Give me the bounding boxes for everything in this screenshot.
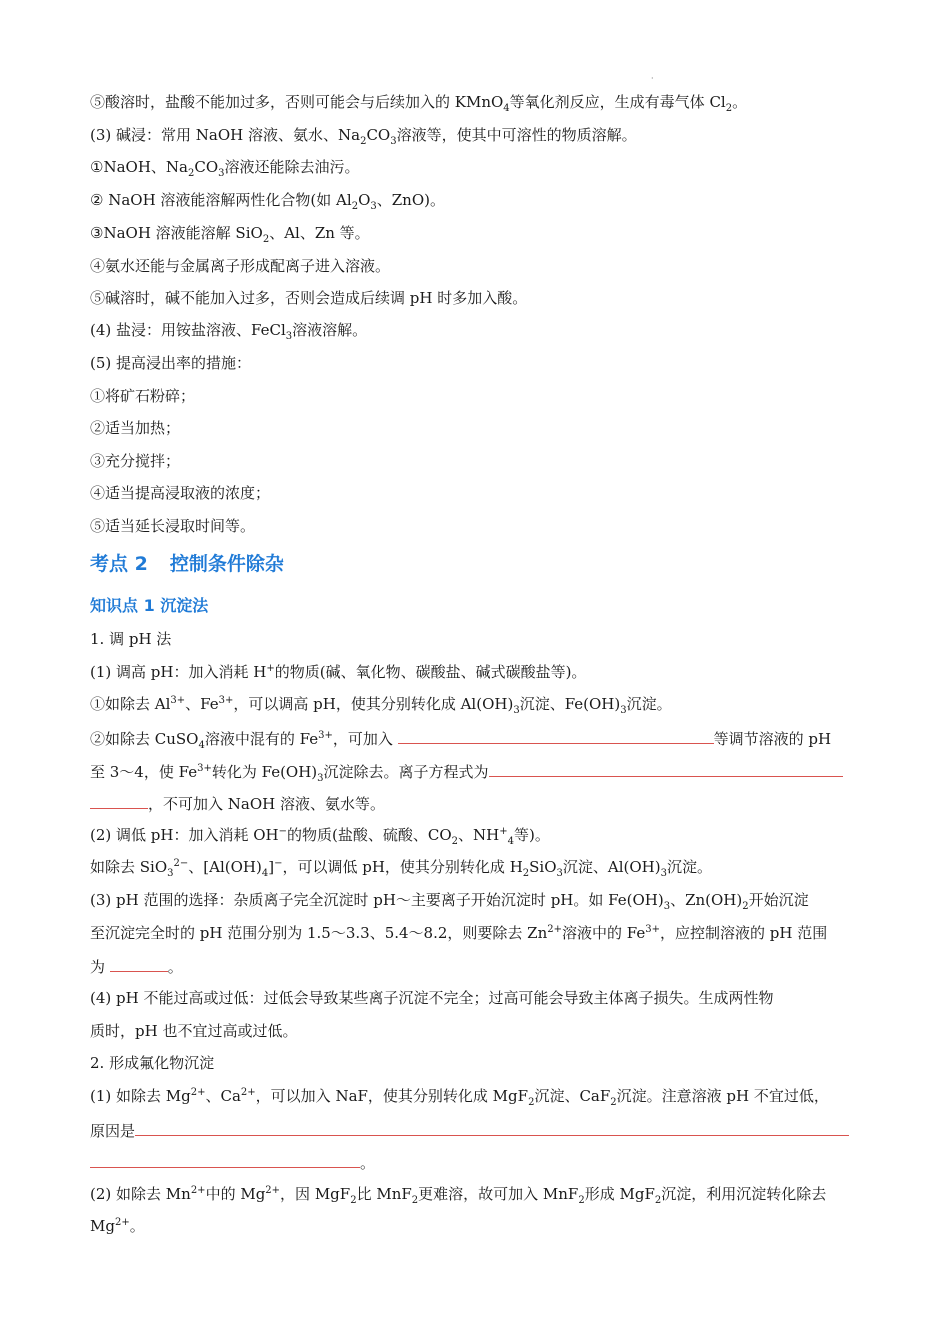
text-line: 至沉淀完全时的 pH 范围分别为 1.5～3.3、5.4～8.2，则要除去 $Zn^{2+}$溶液中的 $Fe^{3+}$，应控制溶液的 pH 范围: [90, 924, 828, 942]
text-line: ② NaOH 溶液能溶解两性化合物(如 $Al_2O_3$、ZnO)。: [90, 191, 445, 212]
section-heading: 考点 2 控制条件除杂: [90, 553, 284, 575]
text-line: 1. 调 pH 法: [90, 630, 172, 648]
text-line: (4) 盐浸：用铵盐溶液、FeCl$_3$溶液溶解。: [90, 321, 368, 342]
answer-blank[interactable]: [90, 1151, 360, 1168]
text-line: (3) 碱浸：常用 NaOH 溶液、氨水、$Na_2CO_3$溶液等，使其中可溶性的物质溶解。: [90, 126, 637, 147]
text-line: 2. 形成氟化物沉淀: [90, 1054, 215, 1072]
text-line: ①NaOH、$Na_2CO_3$溶液还能除去油污。: [90, 158, 360, 179]
text-line: (2) 如除去 $Mn^{2+}$中的 $Mg^{2+}$，因 MgF$_2$比 MnF$_2$更难溶，故可加入 MnF$_2$形成 MgF$_2$沉淀，利用沉淀转化除去: [90, 1185, 827, 1206]
page-mark: ·: [651, 74, 654, 83]
answer-blank[interactable]: [489, 760, 843, 777]
text-line: 为 。: [90, 955, 862, 977]
text-line: ①将矿石粉碎；: [90, 387, 196, 405]
text-line: (2) 调低 pH：加入消耗 OH−的物质(盐酸、硫酸、$CO_2$、$NH^+_4$等)。: [90, 826, 550, 847]
text-line: ，不可加入 NaOH 溶液、氨水等。: [90, 792, 862, 814]
answer-blank[interactable]: [110, 955, 168, 972]
answer-blank[interactable]: [398, 727, 714, 744]
text-line: ⑤适当延长浸取时间等。: [90, 517, 256, 535]
text-line: ④适当提高浸取液的浓度；: [90, 484, 271, 502]
answer-blank[interactable]: [90, 792, 148, 809]
text-line: (1) 调高 pH：加入消耗 H+的物质(碱、氧化物、碳酸盐、碱式碳酸盐等)。: [90, 663, 587, 681]
text-line: ②如除去 CuSO$_4$溶液中混有的 $Fe^{3+}$，可加入 等调节溶液的 pH: [90, 727, 862, 749]
answer-blank[interactable]: [135, 1119, 849, 1136]
text-line: $Mg^{2+}$。: [90, 1217, 145, 1235]
text-line: 如除去 SiO$_3^{2-}$、$[Al(OH)_4]^-$，可以调低 pH，使其分别转化成 $H_2SiO_3$沉淀、$Al(OH)_3$沉淀。: [90, 858, 713, 879]
text-line: 原因是: [90, 1119, 862, 1141]
text-line: 至 3～4，使 $Fe^{3+}$转化为 $Fe(OH)_3$沉淀除去。离子方程式为: [90, 760, 862, 782]
text-line: ①如除去 $Al^{3+}$、$Fe^{3+}$，可以调高 pH，使其分别转化成 $Al(OH)_3$沉淀、$Fe(OH)_3$沉淀。: [90, 695, 672, 716]
text-line: 。: [90, 1151, 862, 1173]
text-line: (5) 提高浸出率的措施：: [90, 354, 252, 372]
text-line: ⑤酸溶时，盐酸不能加过多，否则可能会与后续加入的 KMnO$_4$等氧化剂反应，生成有毒气体 $Cl_2$。: [90, 93, 748, 114]
text-line: (1) 如除去 $Mg^{2+}$、$Ca^{2+}$，可以加入 NaF，使其分别转化成 MgF$_2$沉淀、CaF$_2$沉淀。注意溶液 pH 不宜过低，: [90, 1087, 829, 1108]
text-line: (3) pH 范围的选择：杂质离子完全沉淀时 pH～主要离子开始沉淀时 pH。如 $Fe(OH)_3$、$Zn(OH)_2$开始沉淀: [90, 891, 809, 912]
text-line: ③充分搅拌；: [90, 452, 181, 470]
subsection-heading: 知识点 1 沉淀法: [90, 596, 209, 615]
text-line: 质时，pH 也不宜过高或过低。: [90, 1022, 298, 1040]
text-line: ②适当加热；: [90, 419, 181, 437]
text-line: ⑤碱溶时，碱不能加入过多，否则会造成后续调 pH 时多加入酸。: [90, 289, 528, 307]
text-line: ③NaOH 溶液能溶解 SiO$_2$、Al、Zn 等。: [90, 224, 370, 245]
text-line: (4) pH 不能过高或过低：过低会导致某些离子沉淀不完全；过高可能会导致主体离子损失。生成两性物: [90, 989, 774, 1007]
text-line: ④氨水还能与金属离子形成配离子进入溶液。: [90, 257, 391, 275]
